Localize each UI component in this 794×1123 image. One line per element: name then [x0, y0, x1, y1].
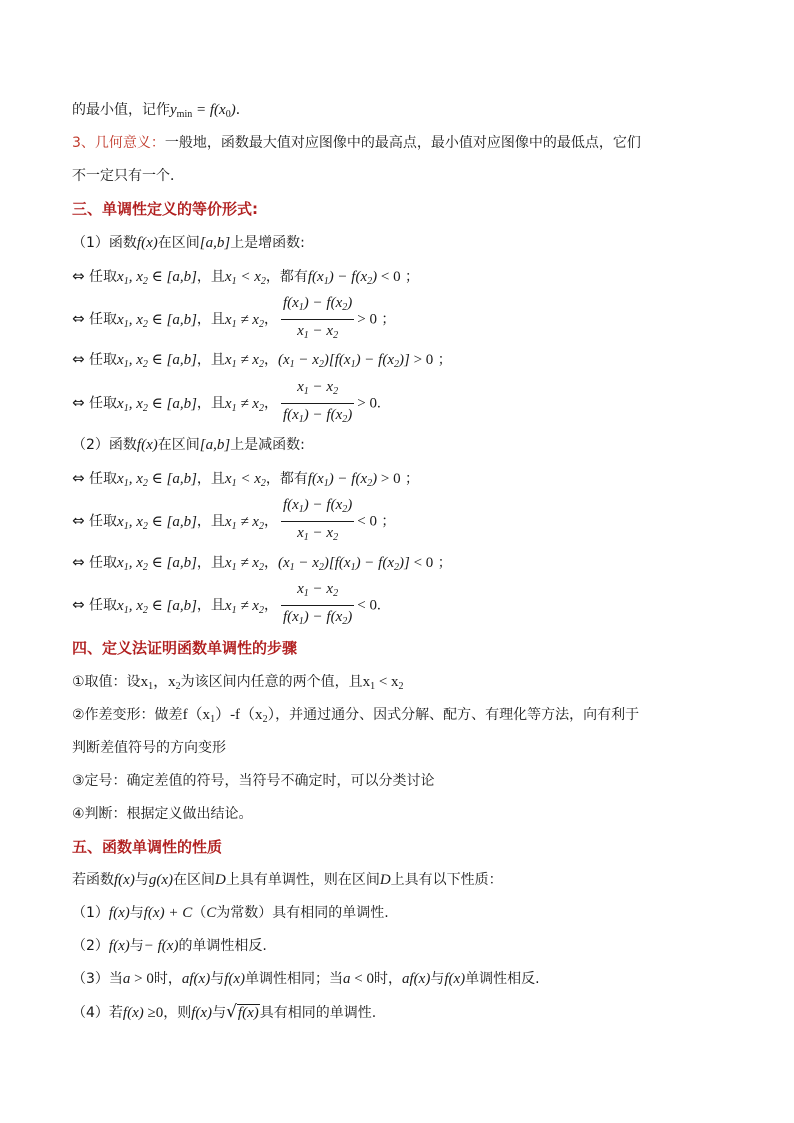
- equiv-icon: ⇔: [72, 469, 85, 487]
- p4-a: （4）若: [72, 1005, 123, 1021]
- p4-d: 具有相同的单调性.: [259, 1005, 377, 1021]
- step4: ④判断：根据定义做出结论。: [72, 806, 253, 822]
- take-label: 任取: [89, 311, 118, 328]
- fraction: $\frac{x_1 - x_2}{f(x_1) - f(x_2)}$: [282, 379, 353, 425]
- dec-title-post: 上是减函数:: [230, 437, 305, 453]
- p3-e: 时，: [374, 971, 403, 987]
- take-label: 任取: [89, 269, 118, 285]
- section3-heading: 三、单调性定义的等价形式:: [72, 200, 258, 218]
- p1-b: 与: [129, 905, 144, 921]
- item3-text: 一般地，函数最大值对应图像中的最高点，最小值对应图像中的最低点，它们: [164, 135, 641, 151]
- fx-symbol: f(x): [136, 235, 158, 251]
- all-label: ，都有: [265, 471, 308, 487]
- p3-d: 单调性相同；当: [245, 971, 344, 987]
- p3-b: 时，: [153, 971, 182, 987]
- p1-d: 为常数）具有相同的单调性.: [216, 905, 389, 921]
- inc-cond-3: ⇔ 任取$x_1$, $x_2$ ∈ [a,b]，且$x_1 \ne x_2$，$(x_1 - x_2)[f(x_1) - f(x_2)] > 0$ ；: [72, 350, 452, 370]
- s5-intro-b: 与: [134, 872, 149, 888]
- take-label: 任取: [89, 352, 118, 368]
- fraction: $\frac{f(x_1) - f(x_2)}{x_1 - x_2}$: [282, 497, 353, 543]
- property-2: （2）f(x)与− f(x)的单调性相反.: [72, 938, 267, 954]
- item3-label: 3、几何意义：: [72, 135, 165, 151]
- p3-g: 单调性相反.: [465, 971, 540, 987]
- step1: ①取值：设$x_1$，$x_2$为该区间内任意的两个值，且$x_1 < x_2$: [72, 674, 404, 692]
- p1-c: （: [192, 905, 207, 921]
- step1-b: 为该区间内任意的两个值，且: [180, 674, 363, 690]
- all-label: ，都有: [265, 269, 308, 285]
- s5-intro-a: 若函数: [72, 872, 114, 888]
- p1-a: （1）: [72, 905, 109, 921]
- and-label: ，且: [196, 395, 225, 412]
- take-label: 任取: [89, 555, 118, 571]
- and-label: ，且: [196, 471, 225, 487]
- take-label: 任取: [89, 597, 118, 614]
- equiv-icon: ⇔: [72, 595, 85, 614]
- dec-title-mid: 在区间: [157, 437, 200, 453]
- property-1: （1）f(x)与f(x) + C（C为常数）具有相同的单调性.: [72, 905, 389, 921]
- equiv-icon: ⇔: [72, 511, 85, 530]
- and-label: ，且: [196, 513, 225, 530]
- equiv-icon: ⇔: [72, 393, 85, 412]
- and-label: ，且: [196, 555, 225, 571]
- p3-f: 与: [430, 971, 445, 987]
- inc-cond-2: ⇔ 任取$x_1$, $x_2$ ∈ [a,b]，且$x_1 \ne x_2$， $\frac{f(x_1) - f(x_2)}{x_1 - x_2}$ > 0 ；: [72, 294, 395, 345]
- intro-text-a: 的最小值，记作: [72, 102, 170, 118]
- s5-intro-e: 上具有以下性质：: [390, 872, 503, 888]
- inc-title-mid: 在区间: [157, 235, 200, 251]
- s5-intro-d: 上具有单调性，则在区间: [225, 872, 380, 888]
- dec-cond-1: ⇔ 任取$x_1$, $x_2$ ∈ [a,b]，且$x_1 < x_2$，都有$f(x_1) - f(x_2) > 0$ ；: [72, 469, 420, 489]
- dec-title: （2）函数f(x)在区间[a,b]上是减函数:: [72, 437, 305, 453]
- inc-title-post: 上是增函数:: [230, 235, 305, 251]
- take-label: 任取: [89, 471, 118, 487]
- p2-a: （2）: [72, 938, 109, 954]
- equiv-icon: ⇔: [72, 350, 85, 368]
- s5-intro-c: 在区间: [172, 872, 215, 888]
- inc-title-pre: （1）函数: [72, 235, 137, 251]
- equiv-icon: ⇔: [72, 267, 85, 285]
- fraction: $\frac{f(x_1) - f(x_2)}{x_1 - x_2}$: [282, 295, 353, 341]
- fraction: $\frac{x_1 - x_2}{f(x_1) - f(x_2)}$: [282, 581, 353, 627]
- section4-heading: 四、定义法证明函数单调性的步骤: [72, 639, 298, 657]
- item3-text2: 不一定只有一个．: [72, 168, 184, 184]
- p4-b: ，则: [163, 1005, 192, 1021]
- take-label: 任取: [89, 395, 118, 412]
- y-min-formula: $y_{min} = f(x_0)$: [170, 102, 236, 120]
- and-label: ，且: [196, 597, 225, 614]
- item3-line1: [72, 133, 641, 153]
- inc-cond-1: ⇔ 任取$x_1$, $x_2$ ∈ [a,b]，且$x_1 < x_2$，都有$f(x_1) - f(x_2) < 0$ ；: [72, 267, 420, 287]
- equiv-icon: ⇔: [72, 309, 85, 328]
- property-4: （4）若f(x) ≥0，则f(x)与√f(x)具有相同的单调性.: [72, 1002, 377, 1022]
- inc-title: [72, 233, 305, 253]
- dec-cond-4: ⇔ 任取$x_1$, $x_2$ ∈ [a,b]，且$x_1 \ne x_2$， $\frac{x_1 - x_2}{f(x_1) - f(x_2)}$ < 0.: [72, 580, 381, 631]
- section5-intro: 若函数f(x)与g(x)在区间D上具有单调性，则在区间D上具有以下性质：: [72, 872, 503, 888]
- dec-title-pre: （2）函数: [72, 437, 137, 453]
- and-label: ，且: [196, 311, 225, 328]
- dec-cond-2: ⇔ 任取$x_1$, $x_2$ ∈ [a,b]，且$x_1 \ne x_2$， $\frac{f(x_1) - f(x_2)}{x_1 - x_2}$ < 0 ；: [72, 496, 395, 547]
- equiv-icon: ⇔: [72, 553, 85, 571]
- p4-c: 与: [212, 1005, 227, 1021]
- and-label: ，且: [196, 352, 225, 368]
- p2-c: 的单调性相反.: [178, 938, 267, 954]
- p2-b: 与: [129, 938, 144, 954]
- p3-a: （3）当: [72, 971, 123, 987]
- item3-line2: [72, 166, 184, 186]
- interval-ab: [a,b]: [199, 235, 231, 251]
- step3: ③定号：确定差值的符号，当符号不确定时，可以分类讨论: [72, 773, 435, 789]
- step2-a: ②作差变形：做差: [72, 707, 183, 723]
- take-label: 任取: [89, 513, 118, 530]
- intro-line: [72, 100, 250, 125]
- p3-c: 与: [210, 971, 225, 987]
- sqrt-fx: √f(x): [226, 1002, 259, 1022]
- dec-cond-3: ⇔ 任取$x_1$, $x_2$ ∈ [a,b]，且$x_1 \ne x_2$，$(x_1 - x_2)[f(x_1) - f(x_2)] < 0$ ；: [72, 553, 452, 573]
- inc-cond-4: ⇔ 任取$x_1$, $x_2$ ∈ [a,b]，且$x_1 \ne x_2$， $\frac{x_1 - x_2}{f(x_1) - f(x_2)}$ > 0.: [72, 378, 381, 429]
- step2-b: ，并通过通分、因式分解、配方、有理化等方法，向有利于: [275, 707, 640, 723]
- section5-heading: 五、函数单调性的性质: [72, 838, 223, 856]
- step1-a: ①取值：设: [72, 674, 141, 690]
- step2-line2: [72, 738, 226, 758]
- step2-c: 判断差值符号的方向变形: [72, 740, 226, 756]
- property-3: （3）当a > 0时，af(x)与f(x)单调性相同；当a < 0时，af(x)与f(x)单调性相反.: [72, 971, 540, 987]
- intro-text-b: ．: [235, 102, 250, 118]
- and-label: ，且: [196, 269, 225, 285]
- step2-line1: ②作差变形：做差$f(x_1)-f(x_2)$，并通过通分、因式分解、配方、有理化等方法，向有利于: [72, 707, 640, 725]
